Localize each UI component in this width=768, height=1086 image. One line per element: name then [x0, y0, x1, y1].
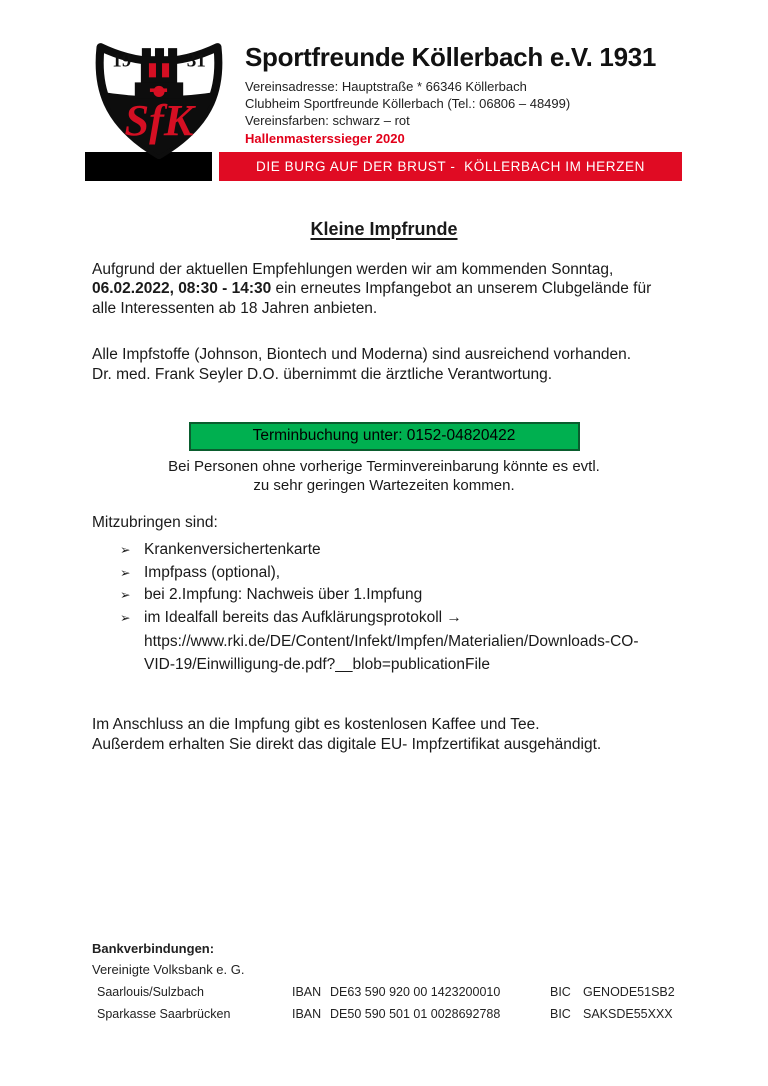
bank-details-heading: Bankverbindungen:: [92, 941, 215, 956]
bank-name: Vereinigte Volksbank e. G.: [92, 962, 245, 977]
booking-phone-text: Terminbuchung unter: 0152-04820422: [252, 427, 516, 444]
banner-motto: DIE BURG AUF DER BRUST - KÖLLERBACH IM HERZEN: [256, 159, 645, 174]
club-address-line-1: Vereinsadresse: Hauptstraße * 66346 Köllerbach: [245, 79, 527, 94]
bring-list: [92, 539, 676, 629]
club-highlight: Hallenmasterssieger 2020: [245, 131, 405, 146]
closing-paragraph: Im Anschluss an die Impfung gibt es kostenlosen Kaffee und Tee. Außerdem erhalten Sie direkt das digitale EU- Impfzertifikat ausgehändigt.: [92, 716, 602, 753]
banner-red-block: [219, 152, 682, 181]
club-crest-logo: [93, 32, 225, 159]
arrow-bullet-icon: ➢: [120, 588, 131, 603]
arrow-bullet-icon: ➢: [120, 610, 131, 625]
bank-iban: IBAN DE63 590 920 00 1423200010: [292, 985, 501, 999]
bank-iban: IBAN DE50 590 501 01 0028692788: [292, 1007, 501, 1021]
bank-account-row: [92, 985, 702, 1000]
club-name: Sportfreunde Köllerbach e.V. 1931: [245, 42, 657, 72]
document-title: Kleine Impfrunde: [310, 219, 458, 239]
club-address-line-2: Clubheim Sportfreunde Köllerbach (Tel.: 06806 – 48499): [245, 96, 571, 111]
letterhead: [245, 42, 656, 147]
document-body: [92, 212, 676, 754]
list-item: ➢ bei 2.Impfung: Nachweis über 1.Impfung: [120, 584, 676, 607]
booking-phone-box: [189, 422, 580, 451]
logo-accent-bar: [150, 88, 167, 92]
vaccines-paragraph: Alle Impfstoffe (Johnson, Biontech und Moderna) sind ausreichend vorhanden. Dr. med. Frank Seyler D.O. übernimmt die ärztliche Verantwortung.: [92, 346, 632, 383]
list-item: ➢ Impfpass (optional),: [120, 562, 676, 585]
list-item: ➢ Krankenversichertenkarte: [120, 539, 676, 562]
bank-bic: BIC SAKSDE55XXX: [550, 1007, 673, 1021]
logo-year-left: 19: [112, 50, 132, 72]
booking-note: Bei Personen ohne vorherige Terminvereinbarung könnte es evtl. zu sehr geringen Wartezeiten kommen.: [168, 457, 600, 494]
list-item: ➢ im Idealfall bereits das Aufklärungsprotokoll →: [120, 607, 676, 630]
event-date-time: 06.02.2022, 08:30 - 14:30: [92, 280, 272, 297]
bank-branch: Sparkasse Saarbrücken: [97, 1007, 231, 1021]
logo-initials: SfK: [124, 94, 194, 145]
bring-heading: Mitzubringen sind:: [92, 513, 218, 531]
arrow-bullet-icon: ➢: [120, 543, 131, 557]
consent-form-url: https://www.rki.de/DE/Content/Infekt/Impfen/Materialien/Downloads-CO- VID-19/Einwilligung-de.pdf?__blob=publicationFile: [144, 633, 639, 674]
bank-branch: Saarlouis/Sulzbach: [97, 985, 205, 999]
bank-bic: BIC GENODE51SB2: [550, 985, 675, 999]
logo-year-right: 31: [186, 50, 206, 72]
club-address-line-3: Vereinsfarben: schwarz – rot: [245, 113, 410, 128]
arrow-bullet-icon: ➢: [120, 565, 131, 580]
bank-account-row: [92, 1007, 702, 1022]
intro-paragraph: Aufgrund der aktuellen Empfehlungen werden wir am kommenden Sonntag, 06.02.2022, 08:30 - 14:30 ein erneutes Impfangebot an unserem Clubgelände für alle Interessenten ab 18 Jahren anbieten.: [92, 260, 652, 317]
bank-details: [92, 941, 702, 1022]
